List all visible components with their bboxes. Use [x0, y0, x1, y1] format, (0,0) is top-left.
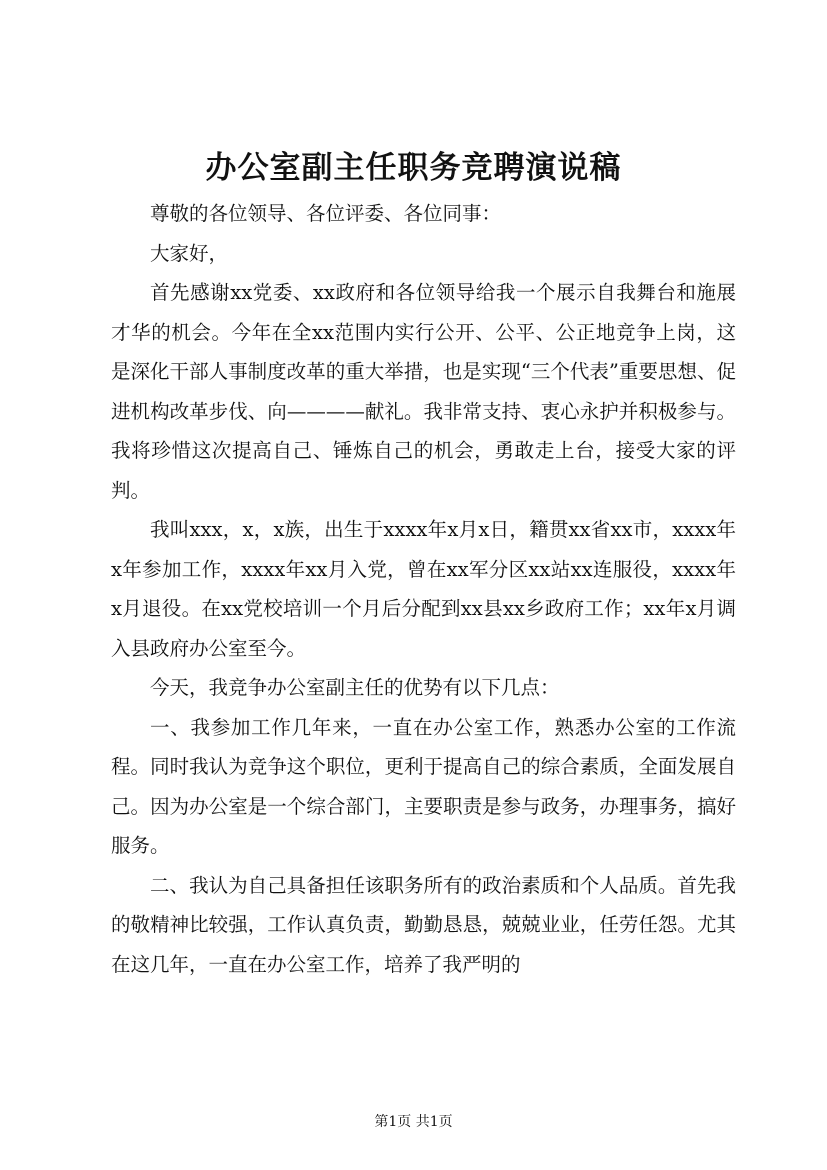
body-paragraph: 二、我认为自己具备担任该职务所有的政治素质和个人品质。首先我的敬精神比较强，工作认真负责，勤勤恳恳，兢兢业业，任劳任怨。尤其在这几年，一直在办公室工作，培养了我严明的 [111, 873, 736, 976]
body-paragraph: 首先感谢xx党委、xx政府和各位领导给我一个展示自我舞台和施展才华的机会。今年在全xx范围内实行公开、公平、公正地竞争上岗，这是深化干部人事制度改革的重大举措，也是实现“三个代表”重要思想、促进机构改革步伐、向————献礼。我非常支持、衷心永护并积极参与。我将珍惜这次提高自己、锤炼自己的机会，勇敢走上台，接受大家的评判。 [111, 281, 736, 502]
document-body [111, 194, 736, 984]
body-paragraph: 今天，我竞争办公室副主任的优势有以下几点： [150, 676, 560, 699]
page-title: 办公室副主任职务竞聘演说稿 [205, 150, 622, 186]
body-paragraph: 我叫xxx，x，x族，出生于xxxx年x月x日，籍贯xx省xx市，xxxx年x年参加工作，xxxx年xx月入党，曾在xx军分区xx站xx连服役，xxxx年x月退役。在xx党校培训一个月后分配到xx县xx乡政府工作；xx年x月调入县政府办公室至今。 [111, 518, 736, 660]
salutation: 尊敬的各位领导、各位评委、各位同事： [150, 202, 502, 225]
greeting: 大家好， [150, 241, 229, 265]
body-paragraph: 一、我参加工作几年来，一直在办公室工作，熟悉办公室的工作流程。同时我认为竞争这个职位，更利于提高自己的综合素质，全面发展自己。因为办公室是一个综合部门，主要职责是参与政务，办理事务，搞好服务。 [111, 715, 736, 857]
page-footer: 第1页 共1页 [374, 1114, 453, 1130]
